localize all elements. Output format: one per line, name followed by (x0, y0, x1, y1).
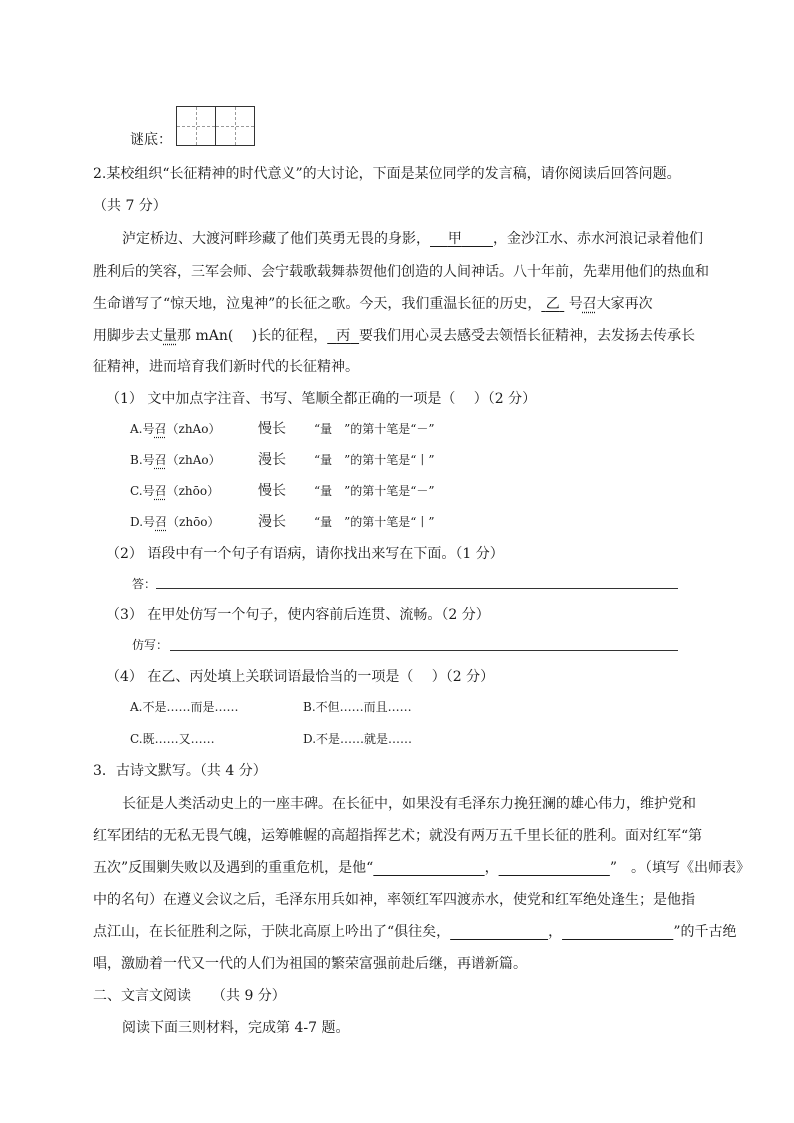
blank-yi[interactable]: 乙 (545, 296, 560, 312)
blank-poem-2[interactable] (499, 860, 610, 876)
passage-line-3: 生命谱写了“惊天地，泣鬼神”的长征之歌。今天，我们重温长征的历史， 乙 号召大家再次 (93, 296, 653, 312)
blank-poem-1[interactable] (373, 860, 484, 876)
option-1c-word: 慢长 (258, 483, 286, 499)
option-4a[interactable]: A.不是……而是…… (130, 700, 239, 714)
poem-line-2: 红军团结的无私无畏气魄，运筹帷幄的高超指挥艺术；就没有两万五千里长征的胜利。面对红军“第 (93, 828, 703, 844)
poem-line-3: 五次”反围剿失败以及遇到的重重危机，是他“ ， ” 。（填写《出师表》 (93, 860, 751, 876)
passage-line-4: 用脚步去丈量那 mAn( )长的征程， 丙 要我们用心灵去感受去领悟长征精神，去发扬去传承长 (93, 328, 696, 344)
answer-box-1[interactable] (176, 106, 216, 146)
option-1d[interactable]: D.号召（zhōo） (130, 515, 220, 529)
question-2-header: 2.某校组织“长征精神的时代意义”的大讨论，下面是某位同学的发言稿，请你阅读后回答问题。 (93, 166, 681, 182)
blank-poem-4[interactable] (562, 924, 673, 940)
poem-line-6: 唱，激励着一代又一代的人们为祖国的繁荣富强前赴后继，再谱新篇。 (93, 956, 527, 972)
section-2-header: 二、文言文阅读 （共 9 分） (93, 988, 286, 1004)
blank-bing[interactable]: 丙 (336, 328, 351, 344)
option-1c[interactable]: C.号召（zhōo） (130, 484, 220, 498)
option-4c[interactable]: C.既……又…… (130, 732, 215, 746)
passage-line-5: 征精神，进而培育我们新时代的长征精神。 (93, 359, 359, 375)
option-4b[interactable]: B.不但……而且…… (303, 700, 412, 714)
sub-question-3: （3） 在甲处仿写一个句子，使内容前后连贯、流畅。（2 分） (106, 607, 490, 623)
poem-line-1: 长征是人类活动史上的一座丰碑。在长征中，如果没有毛泽东力挽狂澜的雄心伟力，维护党和 (122, 796, 696, 812)
passage-line-2: 胜利后的笑容，三军会师、会宁载歌载舞恭贺他们创造的人间神话。八十年前，先辈用他们的热血和 (93, 264, 709, 280)
blank-jia[interactable]: 甲 (447, 231, 462, 247)
option-1b[interactable]: B.号召（zhAo） (130, 453, 221, 467)
answer-label: 答： (132, 577, 157, 591)
option-1d-word: 漫长 (258, 514, 286, 530)
poem-line-5: 点江山，在长征胜利之际，于陕北高原上吟出了“俱往矣， ， ”的千古绝 (93, 924, 737, 940)
question-2-points: （共 7 分） (93, 198, 167, 214)
option-1c-stroke: “量 ”的第十笔是“－” (314, 484, 435, 498)
riddle-label: 谜底： (130, 132, 172, 148)
blank-poem-3[interactable] (450, 924, 548, 940)
answer-line-3[interactable] (170, 650, 678, 651)
option-1a-word: 慢长 (258, 421, 286, 437)
sub-question-1: （1） 文中加点字注音、书写、笔顺全都正确的一项是（ ）（2 分） (106, 391, 537, 407)
sub-question-2: （2） 语段中有一个句子有语病，请你找出来写在下面。（1 分） (106, 546, 504, 562)
option-4d[interactable]: D.不是……就是…… (303, 732, 413, 746)
option-1a-stroke: “量 ”的第十笔是“－” (314, 422, 435, 436)
answer-box-2[interactable] (215, 106, 255, 146)
option-1b-word: 漫长 (258, 452, 286, 468)
question-3-header: 3．古诗文默写。（共 4 分） (93, 763, 267, 779)
imitation-label: 仿写： (132, 638, 169, 652)
poem-line-4: 中的名句）在遵义会议之后，毛泽东用兵如神，率领红军四渡赤水，使党和红军绝处逢生；是他指 (93, 892, 695, 908)
option-1d-stroke: “量 ”的第十笔是“丨” (314, 515, 435, 529)
section-2-intro: 阅读下面三则材料，完成第 4-7 题。 (122, 1020, 350, 1036)
answer-line-2[interactable] (156, 588, 678, 589)
option-1a[interactable]: A.号召（zhAo） (130, 422, 221, 436)
passage-line-1: 泸定桥边、大渡河畔珍藏了他们英勇无畏的身影， 甲 ，金沙江水、赤水河浪记录着他们 (122, 231, 703, 247)
option-1b-stroke: “量 ”的第十笔是“丨” (314, 453, 435, 467)
sub-question-4: （4） 在乙、丙处填上关联词语最恰当的一项是（ ）（2 分） (106, 669, 495, 685)
